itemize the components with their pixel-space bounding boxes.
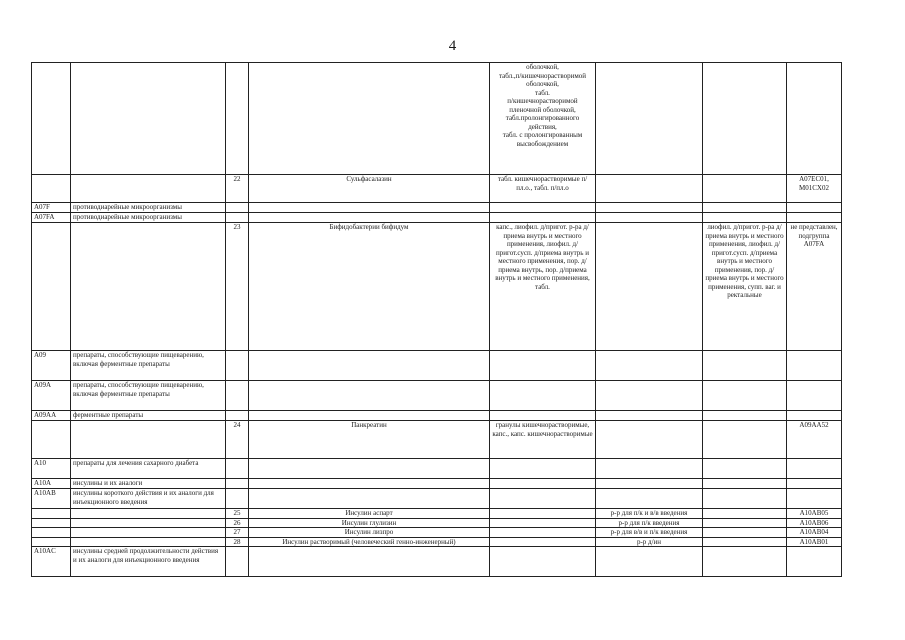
atc-group-name-cell: инсулины и их аналоги [71, 479, 226, 489]
dosage-form-cell: р-р для п/к введения [596, 518, 703, 528]
atc-group-name-cell: противодиарейные микроорганизмы [71, 213, 226, 223]
drug-name-cell: Инсулин растворимый (человеческий генно-инженерный) [249, 537, 490, 547]
dosage-form-cell: оболочкой, табл.,п/кишечнорастворимой оболочкой, табл. п/кишечнорастворимой пленочной оболочкой, табл.пролонгированного действия, табл. с пролонгированным высвобождением [490, 63, 596, 175]
atc-code-cell: не представлен, подгруппа A07FA [787, 223, 842, 351]
drug-name-cell: Сульфасалазин [249, 175, 490, 203]
atc-group-code-cell: A10 [32, 459, 71, 479]
dosage-form-cell: гранулы кишечнорастворимые, капс., капс. кишечнорастворимые [490, 421, 596, 459]
atc-group-code-cell: A07F [32, 203, 71, 213]
atc-group-name-cell: препараты, способствующие пищеварению, включая ферментные препараты [71, 351, 226, 381]
atc-code-cell: A10AB01 [787, 537, 842, 547]
drug-name-cell: Инсулин глулизин [249, 518, 490, 528]
table-row [32, 213, 842, 223]
table-row [32, 351, 842, 381]
atc-group-code-cell: A09A [32, 381, 71, 411]
table-row [32, 223, 842, 351]
dosage-form-cell: р-р д/ин [596, 537, 703, 547]
table-row [32, 411, 842, 421]
table-row [32, 518, 842, 528]
table-row [32, 203, 842, 213]
row-number-cell: 28 [226, 537, 249, 547]
atc-group-code-cell: A09 [32, 351, 71, 381]
row-number-cell: 27 [226, 528, 249, 538]
dosage-form-cell-alt: лиофил. д/пригот. р-ра д/приема внутрь и местного применения, лиофил. д/пригот.сусп. д/приема внутрь и местного применения, пор. д/приема внутрь и местного применения, супп. ваг. и ректальные [703, 223, 787, 351]
drug-register-table [31, 62, 842, 577]
table-row [32, 381, 842, 411]
table-row [32, 479, 842, 489]
atc-group-name-cell: препараты, способствующие пищеварению, включая ферментные препараты [71, 381, 226, 411]
drug-name-cell: Инсулин аспарт [249, 509, 490, 519]
row-number-cell: 22 [226, 175, 249, 203]
row-number-cell: 23 [226, 223, 249, 351]
table-row [32, 63, 842, 175]
atc-code-cell: A10AB04 [787, 528, 842, 538]
drug-name-cell: Инсулин лизпро [249, 528, 490, 538]
atc-group-name-cell: инсулины средней продолжительности действия и их аналоги для инъекционного введения [71, 547, 226, 577]
drug-name-cell: Панкреатин [249, 421, 490, 459]
table-row [32, 421, 842, 459]
atc-code-cell: A10AB06 [787, 518, 842, 528]
atc-group-code-cell: A10AB [32, 489, 71, 509]
row-number-cell: 25 [226, 509, 249, 519]
page-number: 4 [448, 38, 457, 54]
dosage-form-cell: капс., лиофил. д/пригот. р-ра д/приема внутрь и местного применения, лиофил. д/пригот.сусп. д/приема внутрь и местного применения, пор. д/приема внутрь, пор. д/приема внутрь и местного применения, табл. [490, 223, 596, 351]
dosage-form-cell: р-р для п/к и в/в введения [596, 509, 703, 519]
atc-group-code-cell: A07FA [32, 213, 71, 223]
atc-group-name-cell: инсулины короткого действия и их аналоги для инъекционного введения [71, 489, 226, 509]
atc-group-code-cell: A10AC [32, 547, 71, 577]
dosage-form-cell: табл. кишечнорастворимые п/пл.о., табл. п/пл.о [490, 175, 596, 203]
atc-group-name-cell: противодиарейные микроорганизмы [71, 203, 226, 213]
atc-code-cell: A07EC01, M01CX02 [787, 175, 842, 203]
table-row [32, 459, 842, 479]
table-row [32, 537, 842, 547]
atc-code-cell: A10AB05 [787, 509, 842, 519]
table-row [32, 528, 842, 538]
table-row [32, 489, 842, 509]
drug-name-cell: Бифидобактерии бифидум [249, 223, 490, 351]
dosage-form-cell: р-р для в/в и п/к введения [596, 528, 703, 538]
atc-group-name-cell: ферментные препараты [71, 411, 226, 421]
atc-group-code-cell: A10A [32, 479, 71, 489]
table-row [32, 175, 842, 203]
atc-group-code-cell: A09AA [32, 411, 71, 421]
atc-code-cell: A09AA52 [787, 421, 842, 459]
row-number-cell: 26 [226, 518, 249, 528]
table-row [32, 547, 842, 577]
table-row [32, 509, 842, 519]
row-number-cell: 24 [226, 421, 249, 459]
atc-group-name-cell: препараты для лечения сахарного диабета [71, 459, 226, 479]
